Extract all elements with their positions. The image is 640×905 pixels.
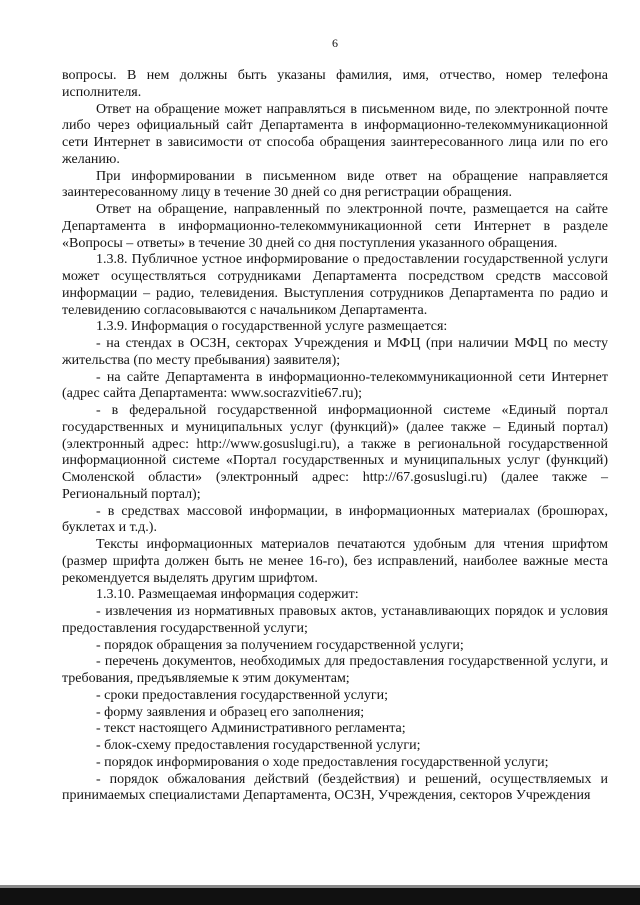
list-item: - порядок обжалования действий (бездействия) и решений, осуществляемых и принимаемых специалистами Департамента, ОСЗН, Учреждения, секторов Учреждения: [62, 771, 608, 804]
page-number: 6: [332, 36, 338, 50]
list-item: - блок-схему предоставления государственной услуги;: [96, 738, 421, 753]
list-item: - форму заявления и образец его заполнения;: [96, 704, 365, 720]
paragraph: Ответ на обращение, направленный по электронной почте, размещается на сайте Департамента в информационно-телекоммуникационной сети Интернет в разделе «Вопросы – ответы» в течение 30 дней со дня поступления указанного обращения.: [62, 202, 608, 251]
list-item: - порядок обращения за получением государственной услуги;: [96, 637, 464, 653]
paragraph: При информировании в письменном виде ответ на обращение направляется заинтересованному лицу в течение 30 дней со дня регистрации обращения.: [62, 168, 608, 201]
list-item: - на сайте Департамента в информационно-телекоммуникационной сети Интернет (адрес сайта Департамента: www.socrazvitie67.ru);: [62, 369, 608, 402]
list-item: - в федеральной государственной информационной системе «Единый портал государственных и муниципальных услуг (функций)» (далее также – Единый портал) (электронный адрес: http://www.gosuslugi.ru), а также в региональной государственной информационной системе «Портал государственных и муниципальных услуг (функций) Смоленской области» (электронный адрес: http://67.gosuslugi.ru) (далее также – Региональный портал);: [62, 403, 608, 502]
list-item: - сроки предоставления государственной услуги;: [96, 687, 389, 703]
list-item: - перечень документов, необходимых для предоставления государственной услуги, и требования, предъявляемые к этим документам;: [62, 654, 608, 686]
list-item: - порядок информирования о ходе предоставления государственной услуги;: [96, 754, 549, 770]
paragraph: 1.3.8. Публичное устное информирование о предоставлении государственной услуги может осуществляться сотрудниками Департамента посредством средств массовой информации – радио, телевидения. Выступления сотрудников Департамента по радио и телевидению согласовываются с начальником Департамента.: [62, 252, 608, 318]
paragraph: вопросы. В нем должны быть указаны фамилия, имя, отчество, номер телефона исполнителя.: [62, 68, 608, 100]
list-item: - извлечения из нормативных правовых актов, устанавливающих порядок и условия предоставления государственной услуги;: [62, 604, 608, 636]
paragraph: 1.3.9. Информация о государственной услуге размещается:: [96, 319, 448, 335]
list-item: - на стендах в ОСЗН, секторах Учреждения и МФЦ (при наличии МФЦ по месту жительства (по месту пребывания) заявителя);: [62, 336, 608, 368]
paragraph: Ответ на обращение может направляться в письменном виде, по электронной почте либо через официальный сайт Департамента в информационно-телекоммуникационной сети Интернет в зависимости от способа обращения заинтересованного лица или по его желанию.: [62, 101, 608, 167]
scan-bottom-border: [0, 888, 640, 905]
paragraph: Тексты информационных материалов печатаются удобным для чтения шрифтом (размер шрифта должен быть не менее 16-го), без исправлений, наиболее важные места рекомендуется выделять другим шрифтом.: [62, 537, 608, 586]
list-item: - в средствах массовой информации, в информационных материалах (брошюрах, буклетах и т.д.).: [62, 503, 608, 536]
list-item: - текст настоящего Административного регламента;: [96, 721, 406, 737]
paragraph: 1.3.10. Размещаемая информация содержит:: [96, 587, 359, 603]
